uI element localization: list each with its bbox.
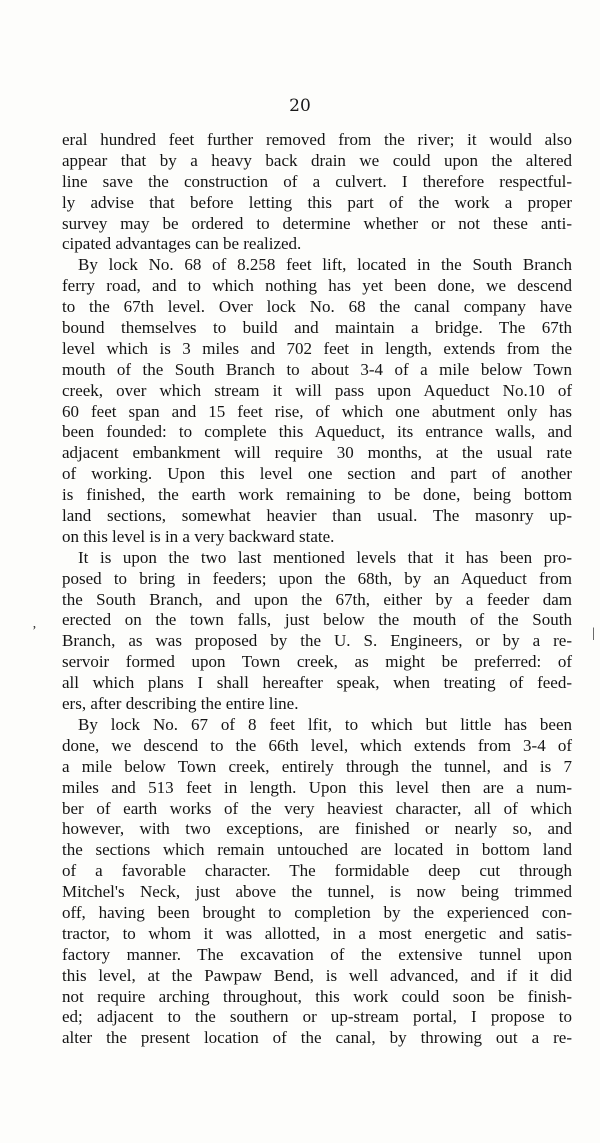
text-line: cipated advantages can be realized. [62, 234, 302, 254]
text-line: of working. Upon this level one section and part of another [62, 464, 572, 484]
text-line: done, we descend to the 66th level, which extends from 3-4 of [62, 735, 572, 755]
text-line: level which is 3 miles and 702 feet in length, extends from the [62, 338, 572, 358]
text-line: ed; adjacent to the southern or up-stream portal, I propose to [62, 1007, 572, 1027]
text-line: the South Branch, and upon the 67th, either by a feeder dam [62, 589, 572, 609]
text-line: land sections, somewhat heavier than usual. The masonry up- [62, 506, 572, 526]
page-number: 20 [289, 96, 311, 116]
text-line: It is upon the two last mentioned levels that it has been pro- [78, 547, 572, 567]
text-line: is finished, the earth work remaining to be done, being bottom [62, 485, 572, 505]
margin-mark: ’ [32, 624, 37, 639]
text-line: servoir formed upon Town creek, as might be preferred: of [62, 652, 572, 672]
text-line: all which plans I shall hereafter speak, when treating of feed- [62, 673, 572, 693]
margin-mark: | [592, 626, 595, 641]
text-line: ferry road, and to which nothing has yet been done, we descend [62, 276, 572, 296]
text-line: however, with two exceptions, are finished or nearly so, and [62, 819, 572, 839]
text-line: By lock No. 68 of 8.258 feet lift, located in the South Branch [78, 255, 572, 275]
text-line: survey may be ordered to determine whether or not these anti- [62, 213, 572, 233]
text-line: ers, after describing the entire line. [62, 694, 299, 714]
text-line: Mitchel's Neck, just above the tunnel, is now being trimmed [62, 882, 572, 902]
text-line: off, having been brought to completion by the experienced con- [62, 902, 572, 922]
text-line: this level, at the Pawpaw Bend, is well advanced, and if it did [62, 965, 572, 985]
text-line: Branch, as was proposed by the U. S. Engineers, or by a re- [62, 631, 572, 651]
text-line: posed to bring in feeders; upon the 68th, by an Aqueduct from [62, 568, 572, 588]
text-line: ber of earth works of the very heaviest character, all of which [62, 798, 572, 818]
text-line: not require arching throughout, this work could soon be finish- [62, 986, 572, 1006]
text-line: appear that by a heavy back drain we could upon the altered [62, 150, 572, 170]
text-line: alter the present location of the canal, by throwing out a re- [62, 1028, 572, 1048]
text-line: miles and 513 feet in length. Upon this level then are a num- [62, 777, 572, 797]
text-line: 60 feet span and 15 feet rise, of which one abutment only has [62, 401, 572, 421]
text-line: a mile below Town creek, entirely through the tunnel, and is 7 [62, 756, 572, 776]
text-line: adjacent embankment will require 30 months, at the usual rate [62, 443, 572, 463]
text-line: erected on the town falls, just below the mouth of the South [62, 610, 572, 630]
text-line: the sections which remain untouched are located in bottom land [62, 840, 572, 860]
text-line: on this level is in a very backward state. [62, 526, 335, 546]
text-line: been founded: to complete this Aqueduct, its entrance walls, and [62, 422, 572, 442]
text-line: factory manner. The excavation of the extensive tunnel upon [62, 944, 572, 964]
text-line: eral hundred feet further removed from the river; it would also [62, 130, 572, 149]
text-line: By lock No. 67 of 8 feet lfit, to which but little has been [78, 714, 572, 734]
text-line: mouth of the South Branch to about 3-4 of a mile below Town [62, 359, 572, 379]
text-line: of a favorable character. The formidable deep cut through [62, 861, 572, 881]
text-line: ly advise that before letting this part of the work a proper [62, 192, 572, 212]
text-line: creek, over which stream it will pass upon Aqueduct No.10 of [62, 380, 572, 400]
text-line: tractor, to whom it was allotted, in a most energetic and satis- [62, 923, 572, 943]
text-line: line save the construction of a culvert. I therefore respectful- [62, 171, 572, 191]
body-text [62, 130, 572, 1049]
text-line: to the 67th level. Over lock No. 68 the canal company have [62, 297, 572, 317]
text-line: bound themselves to build and maintain a bridge. The 67th [62, 318, 572, 338]
